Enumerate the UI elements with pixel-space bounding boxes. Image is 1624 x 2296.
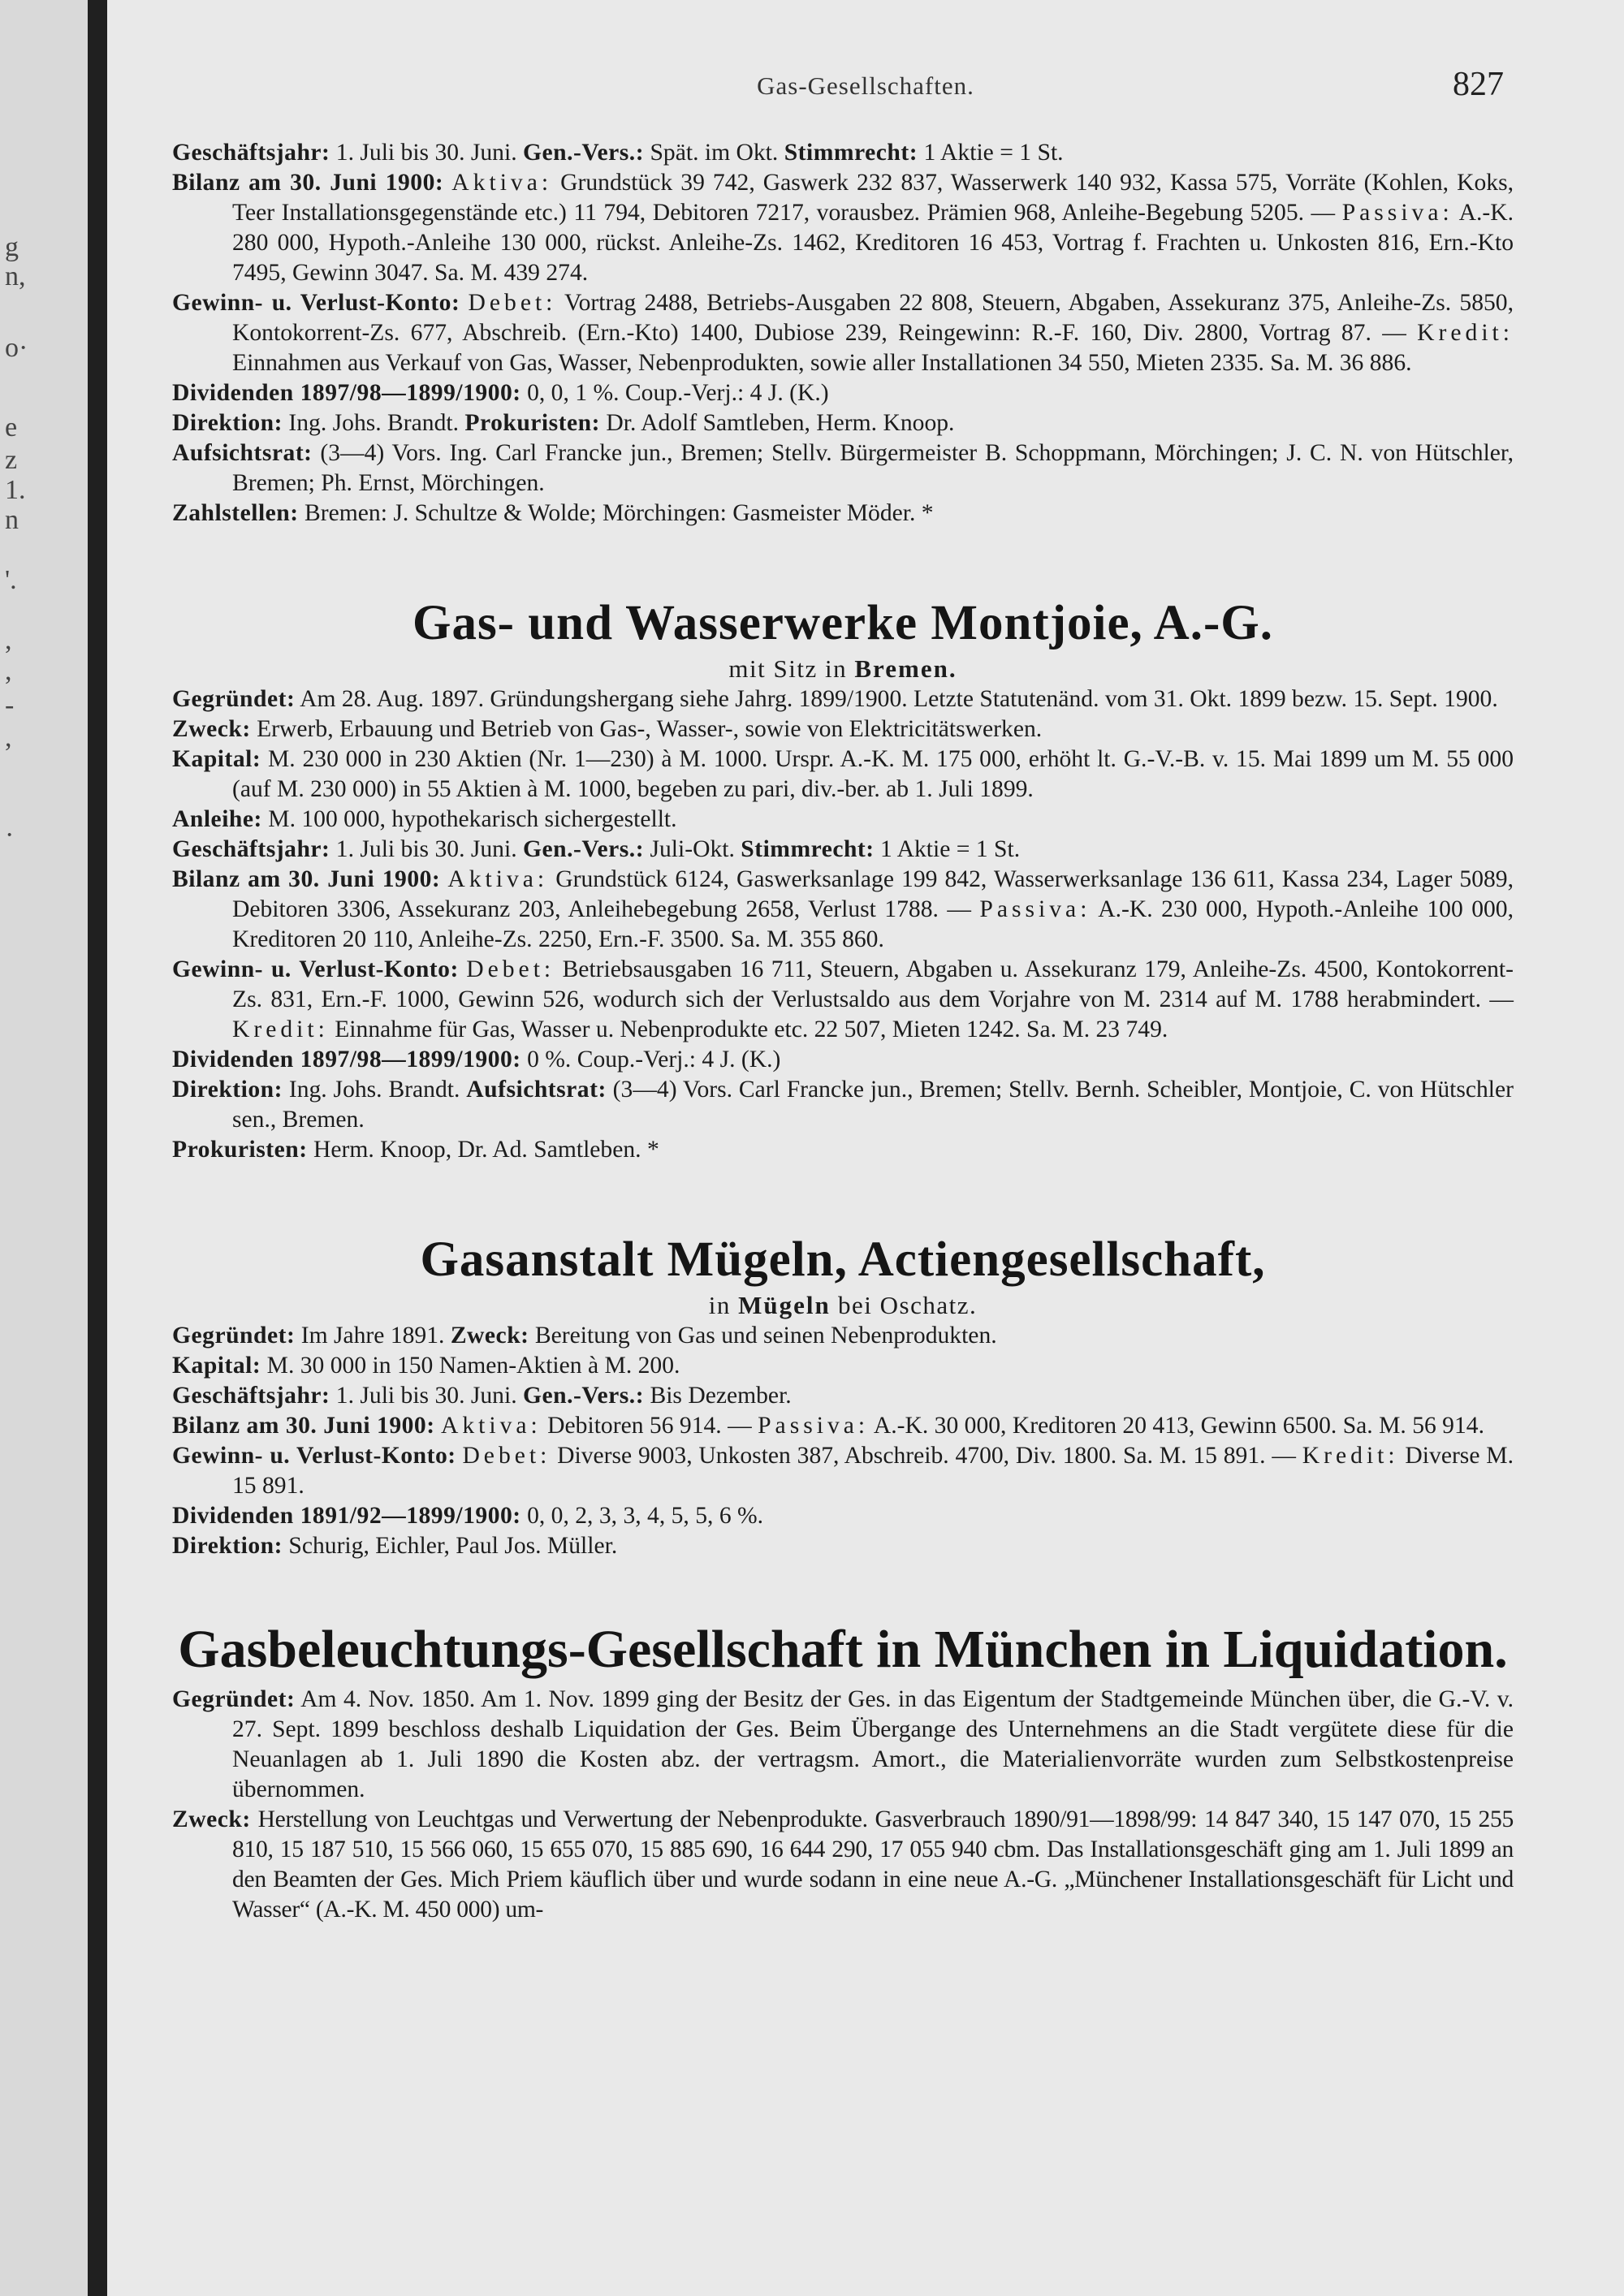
entry-geschaeftsjahr: Geschäftsjahr: 1. Juli bis 30. Juni. Gen.-Vers.: Juli-Okt. Stimmrecht: 1 Aktie = 1 St. — [172, 836, 1021, 862]
margin-fragment: - — [5, 690, 15, 720]
entry-kapital: Kapital: M. 230 000 in 230 Aktien (Nr. 1—230) à M. 1000. Urspr. A.-K. M. 175 000, erhöht lt. G.-V.-B. v. 15. Mai 1899 um M. 55 000 (auf M. 230 000) in 55 Aktien à M. 1000, begeben zu pari, div.-ber. ab 1. Juli 1899. — [172, 746, 1514, 802]
margin-fragment: 1. — [5, 475, 26, 505]
entry-aufsichtsrat: Aufsichtsrat: (3—4) Vors. Ing. Carl Francke jun., Bremen; Stellv. Bürgermeister B. Schoppmann, Mörchingen; J. C. N. von Hütschler, Bremen; Ph. Ernst, Mörchingen. — [172, 440, 1514, 496]
margin-fragment: · — [5, 820, 15, 850]
company-title-muegeln: Gasanstalt Mügeln, Actiengesellschaft, — [420, 1232, 1266, 1287]
margin-fragment: , — [5, 723, 12, 753]
company-seat-montjoie: mit Sitz in Bremen. — [728, 654, 957, 683]
company-title-montjoie: Gas- und Wasserwerke Montjoie, A.-G. — [412, 596, 1273, 650]
text-column — [172, 138, 1514, 1925]
entry-gegruendet: Gegründet: Am 28. Aug. 1897. Gründungshergang siehe Jahrg. 1899/1900. Letzte Statutenänd. vom 31. Okt. 1899 bezw. 15. Sept. 1900. — [172, 686, 1498, 712]
entry-geschaeftsjahr: Geschäftsjahr: 1. Juli bis 30. Juni. Gen.-Vers.: Bis Dezember. — [172, 1383, 792, 1409]
entry-gegruendet: Gegründet: Im Jahre 1891. Zweck: Bereitung von Gas und seinen Nebenprodukten. — [172, 1323, 997, 1349]
entry-gewinn-verlust: Gewinn- u. Verlust-Konto: Debet: Diverse 9003, Unkosten 387, Abschreib. 4700, Div. 1800. Sa. M. 15 891. — Kredit: Diverse M. 15 891. — [172, 1443, 1514, 1499]
book-spine-shadow — [88, 0, 107, 2296]
running-head-title: Gas-Gesellschaften. — [757, 71, 974, 100]
margin-fragment: e — [5, 412, 18, 442]
entry-direktion: Direktion: Ing. Johs. Brandt. Prokuristen: Dr. Adolf Samtleben, Herm. Knoop. — [172, 410, 955, 436]
running-header — [107, 66, 1624, 112]
entry-bilanz: Bilanz am 30. Juni 1900: Aktiva: Grundstück 39 742, Gaswerk 232 837, Wasserwerk 140 932, Kassa 575, Vorräte (Kohlen, Koks, Teer Installationsgegenstände etc.) 11 794, Debitoren 7217, vorausbez. Prämien 968, Anleihe-Begebung 5205. — Passiva: A.-K. 280 000, Hypoth.-Anleihe 130 000, rückst. Anleihe-Zs. 1462, Kreditoren 16 453, Vortrag f. Frachten u. Unkosten 816, Ern.-Kto 7495, Gewinn 3047. Sa. M. 439 274. — [172, 170, 1514, 286]
margin-fragment: o· — [5, 333, 28, 363]
entry-prokuristen: Prokuristen: Herm. Knoop, Dr. Ad. Samtleben. * — [172, 1137, 659, 1163]
entry-zweck: Zweck: Herstellung von Leuchtgas und Verwertung der Nebenprodukte. Gasverbrauch 1890/91—1898/99: 14 847 340, 15 147 070, 15 255 810, 15 187 510, 15 566 060, 15 655 070, 15 885 690, 16 644 290, 17 055 940 cbm. Das Installationsgeschäft ging am 1. Juli 1899 an den Beamten der Ges. Mich Priem käuflich über und wurde sodann in eine neue A.-G. „Münchener Installationsgeschäft für Licht und Wasser“ (A.-K. M. 450 000) um- — [172, 1806, 1514, 1923]
entry-geschaeftsjahr: Geschäftsjahr: 1. Juli bis 30. Juni. Gen.-Vers.: Spät. im Okt. Stimmrecht: 1 Aktie = 1 St. — [172, 140, 1064, 166]
entry-dividenden: Dividenden 1897/98—1899/1900: 0 %. Coup.-Verj.: 4 J. (K.) — [172, 1047, 781, 1072]
entry-gewinn-verlust: Gewinn- u. Verlust-Konto: Debet: Vortrag 2488, Betriebs-Ausgaben 22 808, Steuern, Abgaben, Assekuranz 375, Anleihe-Zs. 5850, Kontokorrent-Zs. 677, Abschreib. (Ern.-Kto) 1400, Dubiose 239, Reingewinn: R.-F. 160, Div. 2800, Vortrag 87. — Kredit: Einnahmen aus Verkauf von Gas, Wasser, Nebenprodukten, sowie aller Installationen 34 550, Mieten 2335. Sa. M. 36 886. — [172, 290, 1514, 376]
margin-fragment: n, — [5, 261, 26, 291]
entry-zahlstellen: Zahlstellen: Bremen: J. Schultze & Wolde; Mörchingen: Gasmeister Möder. * — [172, 500, 934, 526]
margin-fragment: , — [5, 656, 12, 686]
entry-zweck: Zweck: Erwerb, Erbauung und Betrieb von Gas-, Wasser-, sowie von Elektricitätswerken. — [172, 716, 1043, 742]
entry-dividenden: Dividenden 1891/92—1899/1900: 0, 0, 2, 3, 3, 4, 5, 5, 6 %. — [172, 1503, 764, 1529]
entry-gegruendet: Gegründet: Am 4. Nov. 1850. Am 1. Nov. 1899 ging der Besitz der Ges. in das Eigentum der Stadtgemeinde München über, die G.-V. v. 27. Sept. 1899 beschloss deshalb Liquidation der Ges. Beim Übergange des Unternehmens an die Stadt vergütete diese für die Neuanlagen ab 1. Juli 1890 die Kosten abz. der vertragsm. Amort., die Materialienvorräte wurden zum Selbstkostenpreise übernommen. — [172, 1686, 1514, 1802]
margin-fragment: g — [5, 232, 19, 262]
entry-kapital: Kapital: M. 30 000 in 150 Namen-Aktien à M. 200. — [172, 1353, 680, 1379]
margin-fragment: '. — [5, 565, 17, 595]
entry-bilanz: Bilanz am 30. Juni 1900: Aktiva: Grundstück 6124, Gaswerksanlage 199 842, Wasserwerksanlage 136 611, Kassa 234, Lager 5089, Debitoren 3306, Assekuranz 203, Anleihebegebung 2658, Verlust 1788. — Passiva: A.-K. 230 000, Hypoth.-Anleihe 100 000, Kreditoren 20 110, Anleihe-Zs. 2250, Ern.-F. 3500. Sa. M. 355 860. — [172, 866, 1514, 952]
entry-gewinn-verlust: Gewinn- u. Verlust-Konto: Debet: Betriebsausgaben 16 711, Steuern, Abgaben u. Assekuranz 179, Anleihe-Zs. 4500, Kontokorrent-Zs. 831, Ern.-F. 1000, Gewinn 526, wodurch sich der Verlustsaldo aus dem Vorjahre von M. 2314 auf M. 1788 herabmindert. — Kredit: Einnahme für Gas, Wasser u. Nebenprodukte etc. 22 507, Mieten 1242. Sa. M. 23 749. — [172, 956, 1514, 1042]
margin-fragment: n — [5, 505, 19, 535]
book-page — [107, 0, 1624, 2296]
entry-direktion: Direktion: Ing. Johs. Brandt. Aufsichtsrat: (3—4) Vors. Carl Francke jun., Bremen; Stellv. Bernh. Scheibler, Montjoie, C. von Hütschler sen., Bremen. — [172, 1077, 1514, 1133]
entry-anleihe: Anleihe: M. 100 000, hypothekarisch sichergestellt. — [172, 806, 677, 832]
margin-fragment: z — [5, 445, 18, 475]
adjacent-page-margin — [0, 0, 88, 2296]
page-number: 827 — [1453, 66, 1504, 103]
entry-direktion: Direktion: Schurig, Eichler, Paul Jos. Müller. — [172, 1533, 618, 1559]
entry-dividenden: Dividenden 1897/98—1899/1900: 0, 0, 1 %. Coup.-Verj.: 4 J. (K.) — [172, 380, 829, 406]
entry-bilanz: Bilanz am 30. Juni 1900: Aktiva: Debitoren 56 914. — Passiva: A.-K. 30 000, Kreditoren 20 413, Gewinn 6500. Sa. M. 56 914. — [172, 1413, 1484, 1439]
company-seat-muegeln: in Mügeln bei Oschatz. — [708, 1291, 978, 1319]
company-title-muenchen: Gasbeleuchtungs-Gesellschaft in München in Liquidation. — [178, 1620, 1508, 1679]
margin-fragment: , — [5, 625, 12, 655]
